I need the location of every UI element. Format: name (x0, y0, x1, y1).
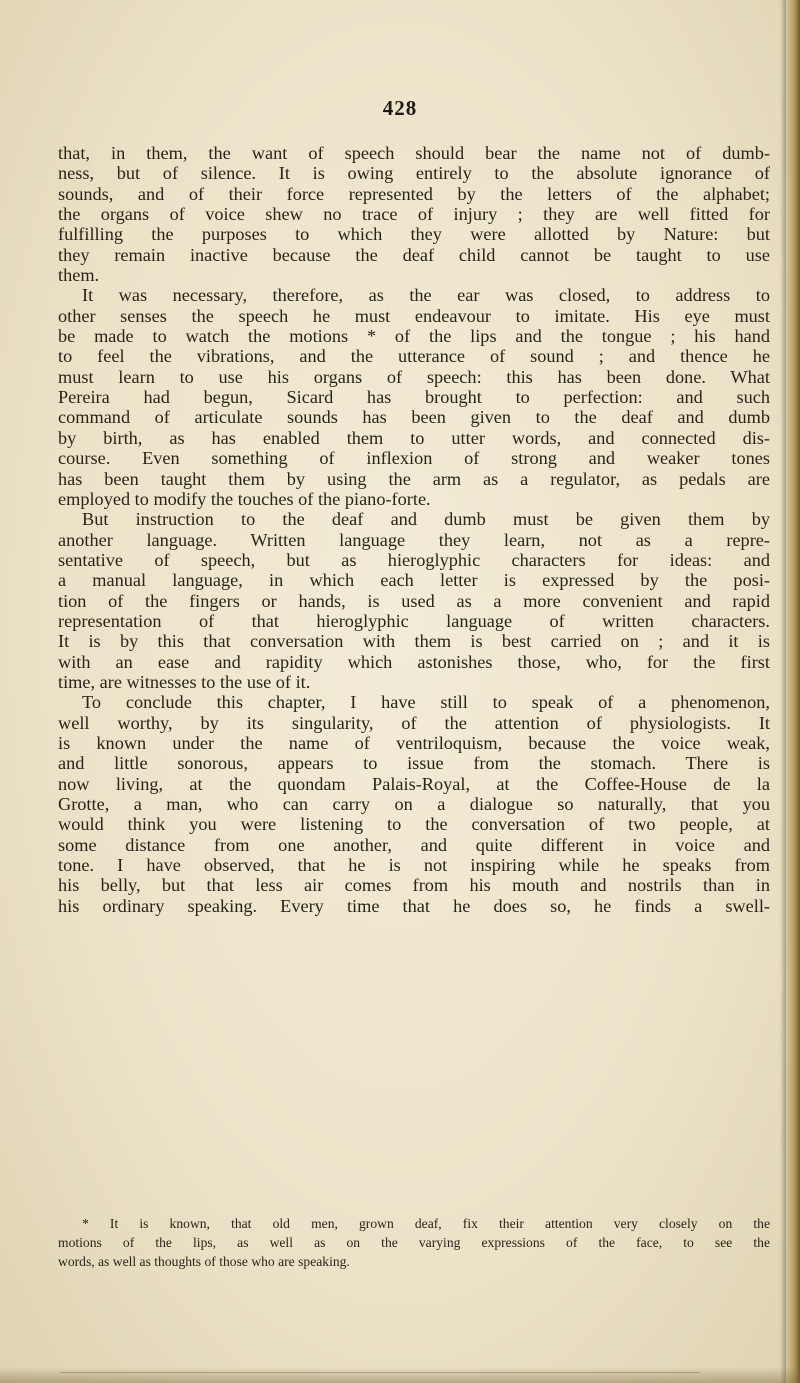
body-line: Grotte, a man, who can carry on a dialogue so naturally, that you (58, 794, 770, 814)
footnote (58, 1214, 770, 1271)
body-line: must learn to use his organs of speech: this has been done. What (58, 366, 770, 387)
body-line: well worthy, by its singularity, of the attention of physiologists. It (58, 712, 770, 733)
body-line: his belly, but that less air comes from his mouth and nostrils than in (58, 875, 770, 896)
body-line: ness, but of silence. It is owing entirely to the absolute ignorance of (58, 163, 770, 184)
body-line: sounds, and of their force represented by the letters of the alphabet; (58, 183, 770, 204)
body-line: his ordinary speaking. Every time that he does so, he finds a swell- (58, 895, 770, 916)
body-line: another language. Written language they learn, not as a repre- (58, 529, 770, 550)
body-line: to feel the vibrations, and the utterance of sound ; and thence he (58, 346, 770, 367)
page-edge (786, 0, 800, 1383)
body-line: time, are witnesses to the use of it. (58, 671, 311, 692)
body-line: To conclude this chapter, I have still to speak of a phenomenon, (82, 692, 770, 713)
body-line: would think you were listening to the conversation of two people, at (58, 814, 770, 835)
body-line: is known under the name of ventriloquism, because the voice weak, (58, 732, 770, 753)
body-line: by birth, as has enabled them to utter words, and connected dis- (58, 427, 770, 448)
body-line: employed to modify the touches of the piano-forte. (58, 488, 431, 509)
body-line: But instruction to the deaf and dumb must be given them by (82, 509, 770, 530)
body-text (58, 143, 770, 916)
page-number: 428 (382, 96, 418, 120)
body-line: course. Even something of inflexion of strong and weaker tones (58, 448, 770, 469)
footnote-line: * It is known, that old men, grown deaf, fix their attention very closely on the (82, 1216, 770, 1231)
body-line: representation of that hieroglyphic language of written characters. (58, 610, 770, 631)
body-line: fulfilling the purposes to which they were allotted by Nature: but (58, 224, 770, 245)
footnote-line: motions of the lips, as well as on the varying expressions of the face, to see the (58, 1235, 770, 1250)
body-line: Pereira had begun, Sicard has brought to perfection: and such (58, 387, 770, 408)
page-bottom-shadow (0, 1367, 800, 1383)
body-line: sentative of speech, but as hieroglyphic characters for ideas: and (58, 549, 770, 570)
body-line: It was necessary, therefore, as the ear was closed, to address to (82, 285, 770, 306)
body-line: and little sonorous, appears to issue from the stomach. There is (58, 753, 770, 774)
body-line: It is by this that conversation with them is best carried on ; and it is (58, 631, 770, 652)
body-line: them. (58, 265, 100, 286)
body-line: command of articulate sounds has been given to the deaf and dumb (58, 407, 770, 428)
body-line: that, in them, the want of speech should bear the name not of dumb- (58, 143, 770, 163)
body-line: other senses the speech he must endeavour to imitate. His eye must (58, 305, 770, 326)
body-line: with an ease and rapidity which astonishes those, who, for the first (58, 651, 770, 672)
body-line: tion of the fingers or hands, is used as a more convenient and rapid (58, 590, 770, 611)
body-line: tone. I have observed, that he is not inspiring while he speaks from (58, 855, 770, 876)
body-line: a manual language, in which each letter is expressed by the posi- (58, 570, 770, 591)
body-line: they remain inactive because the deaf child cannot be taught to use (58, 244, 770, 265)
body-line: some distance from one another, and quite different in voice and (58, 834, 770, 855)
body-line: be made to watch the motions * of the lips and the tongue ; his hand (58, 326, 770, 347)
footnote-line: words, as well as thoughts of those who are speaking. (58, 1254, 350, 1269)
body-line: now living, at the quondam Palais-Royal, at the Coffee-House de la (58, 773, 770, 794)
body-line: the organs of voice shew no trace of injury ; they are well fitted for (58, 204, 770, 225)
body-line: has been taught them by using the arm as a regulator, as pedals are (58, 468, 770, 489)
bottom-rule (60, 1372, 700, 1373)
